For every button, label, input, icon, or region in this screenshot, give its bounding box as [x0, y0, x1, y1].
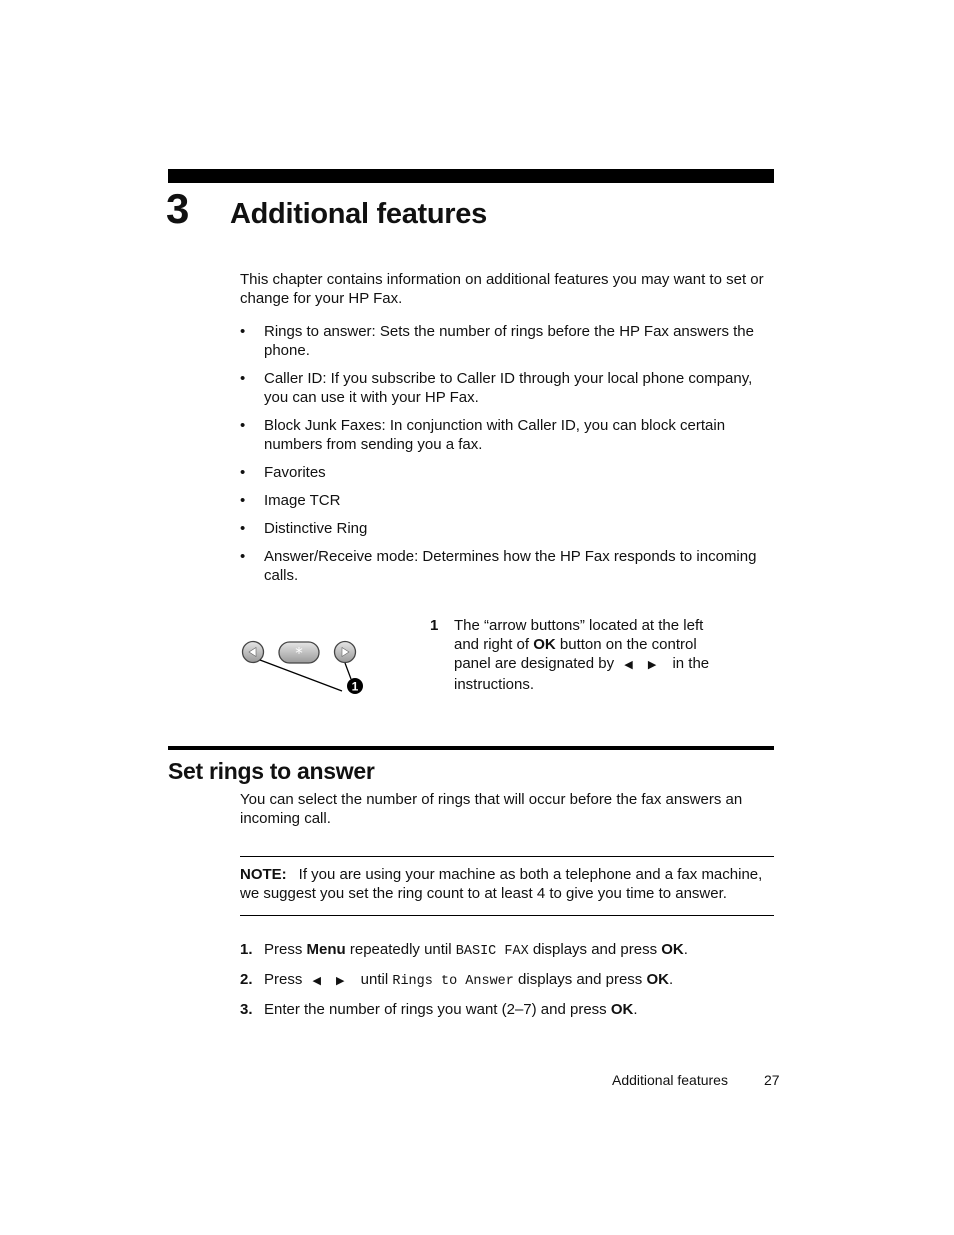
left-arrow-button — [243, 642, 264, 663]
note-top-rule — [240, 856, 774, 857]
arrow-keys-icon: ◀ ▶ — [624, 659, 663, 671]
ok-label: OK — [533, 636, 556, 653]
callout-text: The “arrow buttons” located at the left and right of OK button on the control panel are designated by ◀ ▶ in the instructions. — [454, 617, 710, 693]
callout-line-right — [345, 663, 351, 679]
list-item: • Image TCR — [240, 491, 780, 510]
intro-paragraph: This chapter contains information on additional features you may want to set or change for your HP Fax. — [240, 271, 764, 307]
callout-number: 1 — [430, 617, 439, 634]
chapter-title: Additional features — [230, 198, 487, 230]
display-text: BASIC FAX — [455, 944, 529, 959]
note-text: If you are using your machine as both a telephone and a fax machine, we suggest you set the ring count to at least 4 to give you time to answer. — [240, 866, 763, 902]
step-item: 3. Enter the number of rings you want (2–7) and press OK. — [240, 1001, 638, 1018]
footer-title: Additional features — [612, 1072, 728, 1088]
steps-list — [240, 940, 780, 1028]
ok-key: OK — [646, 971, 669, 988]
list-item: • Rings to answer: Sets the number of rings before the HP Fax answers the phone. — [240, 322, 780, 360]
note-label: NOTE: — [240, 866, 287, 883]
callout-line-left — [260, 660, 342, 691]
chapter-rule — [168, 169, 774, 183]
chapter-number: 3 — [166, 185, 190, 232]
ok-key: OK — [610, 1001, 634, 1018]
note — [240, 865, 774, 903]
center-button-symbol: * — [295, 644, 303, 662]
list-item: • Caller ID: If you subscribe to Caller ID through your local phone company, you can use it with your HP Fax. — [240, 369, 780, 407]
section-intro: You can select the number of rings that will occur before the fax answers an incoming call. — [240, 791, 743, 827]
right-arrow-button — [335, 642, 356, 663]
page-number: 27 — [764, 1072, 780, 1088]
step-item: 2. Press ◀ ▶ until Rings to Answer displays and press OK. — [240, 971, 674, 989]
center-button — [279, 642, 319, 663]
section-rule — [168, 746, 774, 750]
feature-list — [240, 322, 780, 594]
control-panel-figure — [238, 632, 368, 700]
list-item: • Favorites — [240, 463, 780, 482]
list-item: • Answer/Receive mode: Determines how the HP Fax responds to incoming calls. — [240, 547, 780, 585]
note-bottom-rule — [240, 915, 774, 916]
list-item: • Distinctive Ring — [240, 519, 780, 538]
ok-key: OK — [661, 941, 684, 958]
display-text: Rings to Answer — [392, 974, 514, 989]
arrow-keys-icon: ◀ ▶ — [312, 975, 351, 987]
section-title: Set rings to answer — [168, 758, 375, 784]
menu-key: Menu — [306, 941, 346, 958]
callout-marker-number: 1 — [351, 679, 359, 694]
step-item: 1. Press Menu repeatedly until BASIC FAX displays and press OK. — [240, 941, 688, 959]
list-item: • Block Junk Faxes: In conjunction with Caller ID, you can block certain numbers from sending you a fax. — [240, 416, 780, 454]
